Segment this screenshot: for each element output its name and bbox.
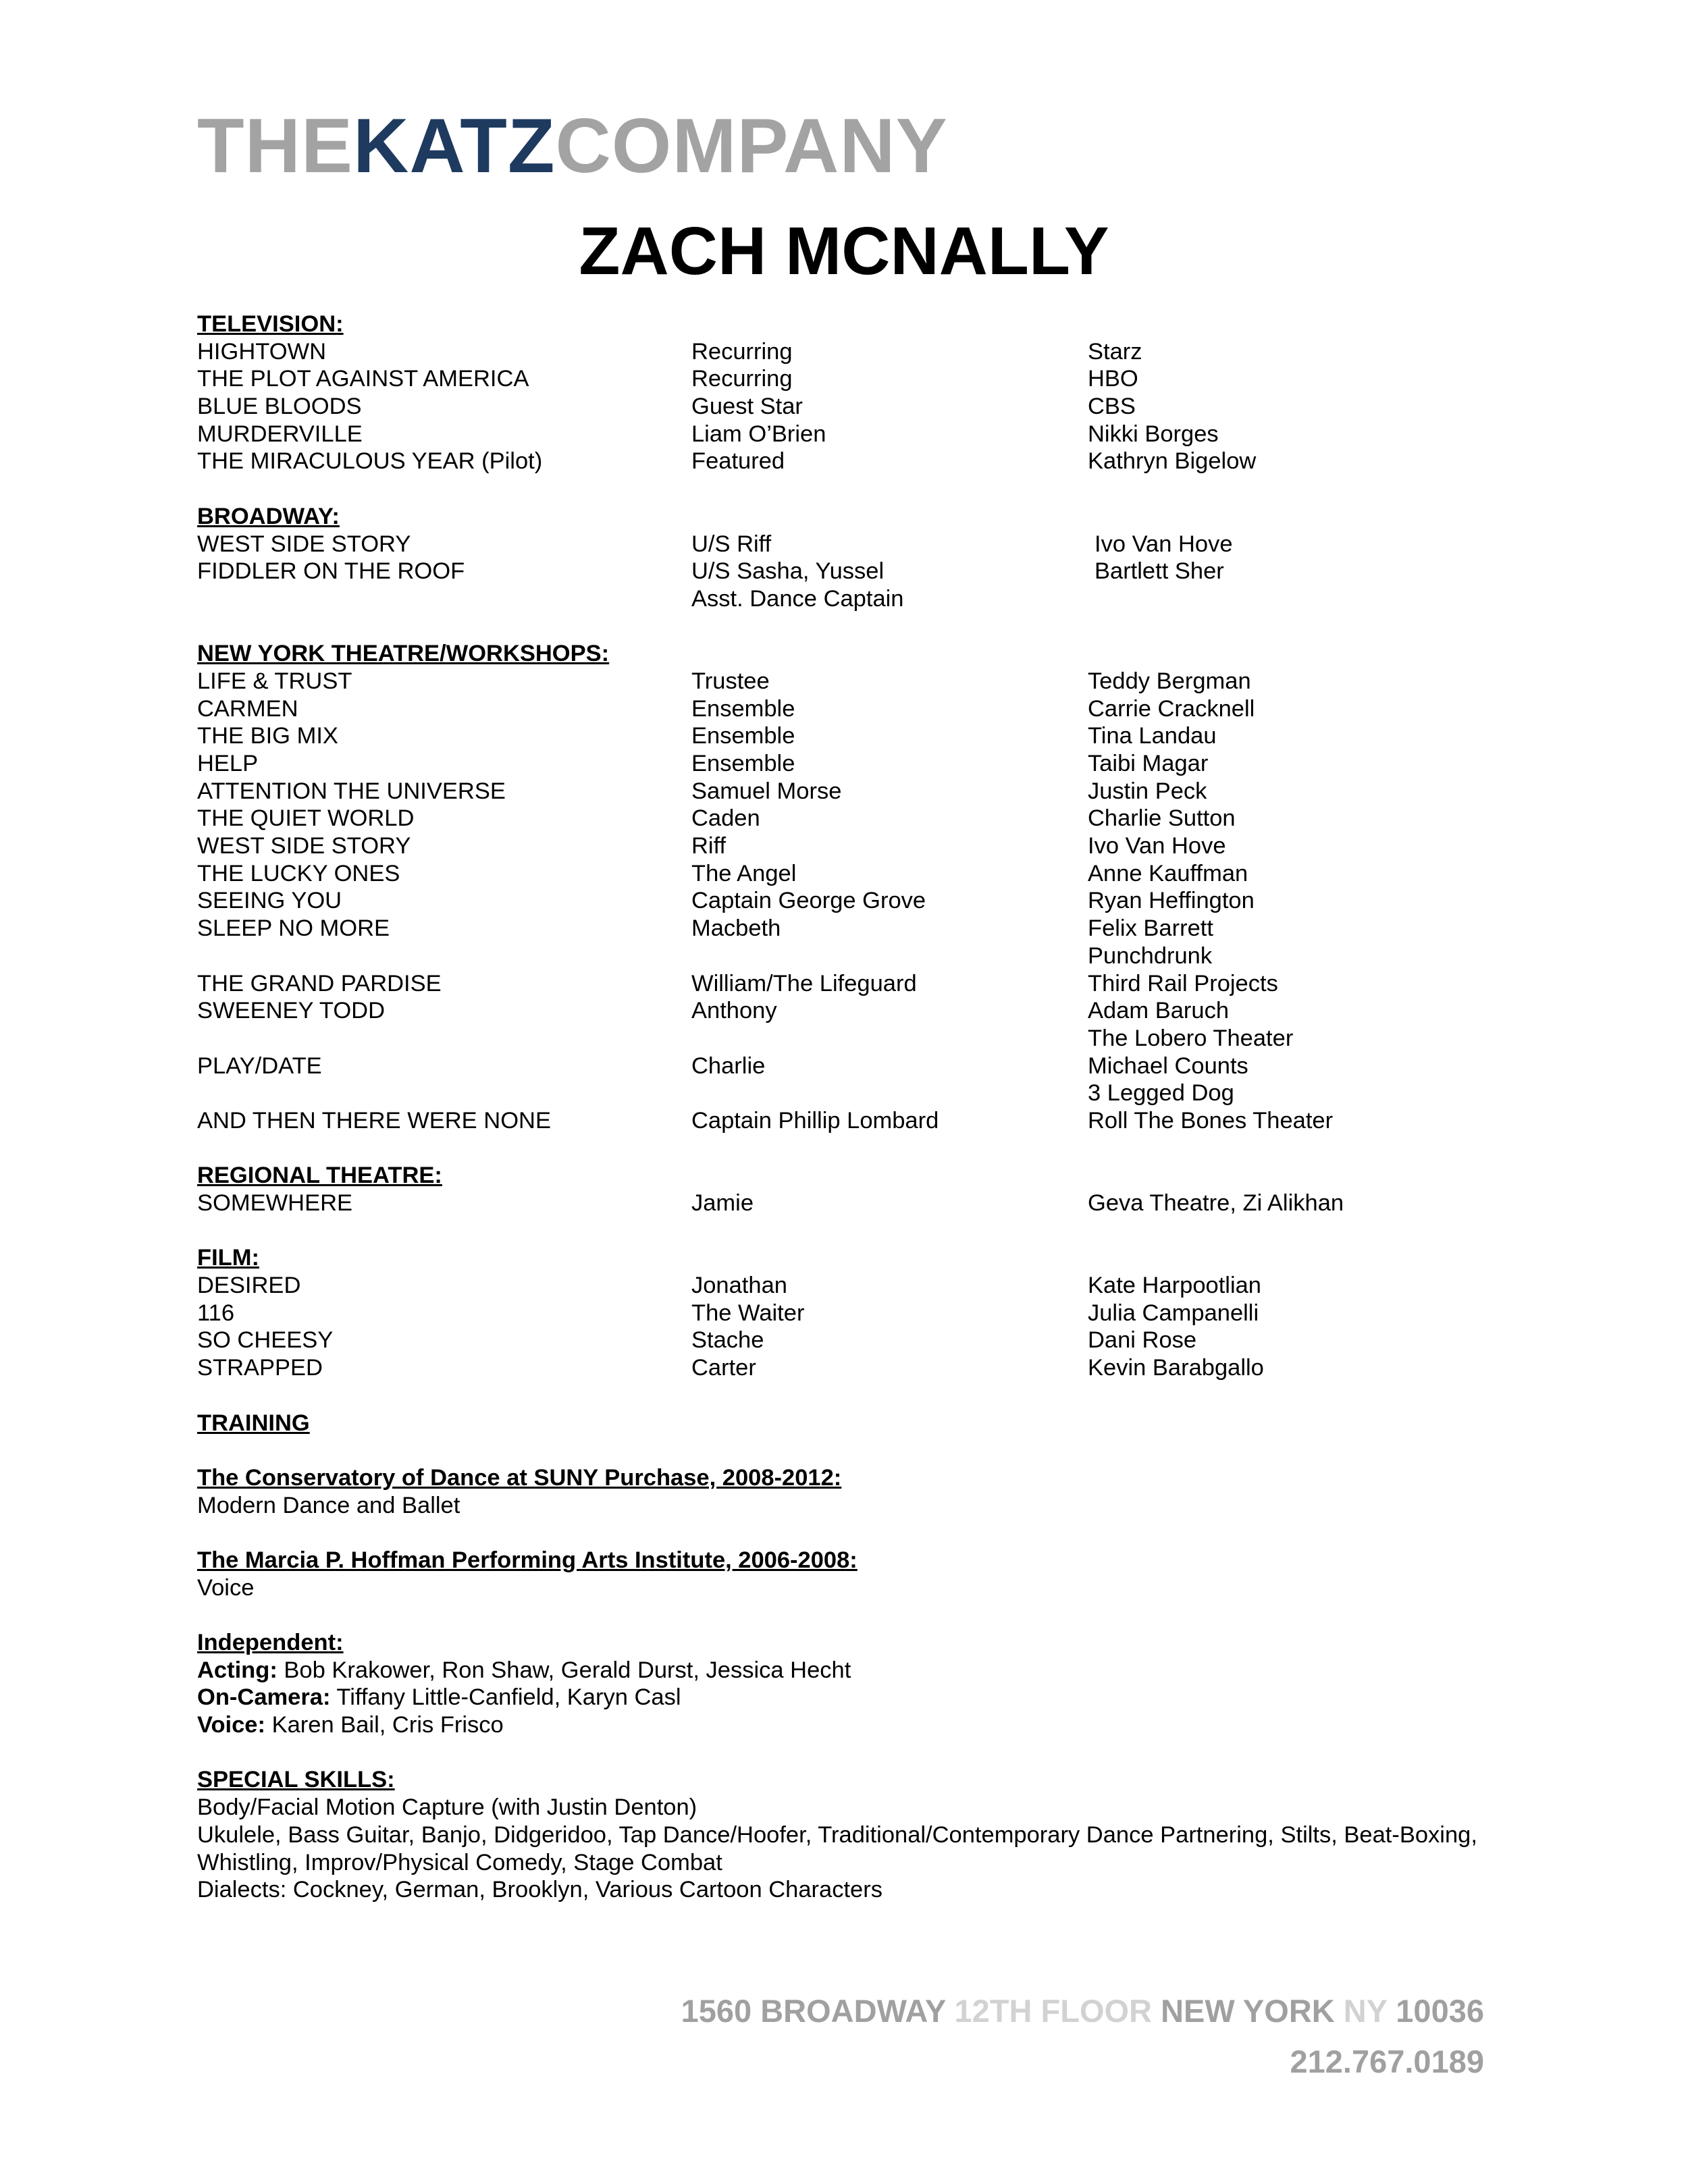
footer-state: NY [1343,1993,1388,2029]
credit-row [197,1300,1500,1327]
credit-title: WEST SIDE STORY [197,531,411,557]
credit-director: Dani Rose [1088,1327,1197,1354]
broadway-credits [197,531,1500,613]
credit-row [197,1080,1500,1107]
credit-title: AND THEN THERE WERE NONE [197,1107,551,1134]
training-independent-heading: Independent: [197,1630,344,1655]
credit-row [197,970,1500,998]
credit-row [197,915,1500,942]
logo-katz: KATZ [353,103,556,189]
credit-row [197,722,1500,750]
credit-title: DESIRED [197,1273,301,1299]
credit-director: Charlie Sutton [1088,805,1236,832]
credit-row [197,338,1500,366]
credit-title: SO CHEESY [197,1327,334,1354]
credit-director: Third Rail Projects [1088,970,1278,996]
credit-role [691,1025,1088,1053]
credit-role: Stache [691,1327,764,1354]
credit-role: Carter [691,1355,756,1381]
acting-label: Acting: [197,1657,278,1683]
training-oncamera [197,1684,1500,1711]
voice-value: Karen Bail, Cris Frisco [265,1712,504,1738]
skills-line: Body/Facial Motion Capture (with Justin Denton) [197,1794,697,1821]
credit-title: THE QUIET WORLD [197,805,415,832]
credit-director [1088,585,1094,613]
credit-title: FIDDLER ON THE ROOF [197,558,465,585]
credit-row [197,860,1500,888]
credit-title: THE LUCKY ONES [197,860,400,886]
section-heading-film: FILM: [197,1245,259,1271]
credit-title: CARMEN [197,695,298,722]
credit-row [197,778,1500,805]
training-purchase-heading: The Conservatory of Dance at SUNY Purchase, 2008-2012: [197,1464,842,1491]
credit-director: Nikki Borges [1088,421,1219,447]
credit-director: Punchdrunk [1088,942,1213,969]
section-heading-regional: REGIONAL THEATRE: [197,1163,442,1189]
credit-role: Liam O’Brien [691,421,826,447]
training-acting [197,1657,1500,1684]
credit-title: THE PLOT AGAINST AMERICA [197,366,529,392]
credit-title: SOMEWHERE [197,1190,353,1216]
credit-director: Anne Kauffman [1088,860,1248,886]
credit-title: WEST SIDE STORY [197,833,411,859]
credit-role: Jonathan [691,1273,787,1299]
credit-title: THE MIRACULOUS YEAR (Pilot) [197,448,543,475]
credit-row [197,997,1500,1025]
credit-role: Riff [691,833,727,859]
credit-row [197,668,1500,695]
credit-director: Starz [1088,338,1142,365]
credit-director: Ivo Van Hove [1094,531,1233,557]
credit-role: U/S Sasha, Yussel [691,558,885,585]
credit-row [197,421,1500,448]
credit-title: SLEEP NO MORE [197,915,390,942]
footer-phone: 212.767.0189 [1290,2044,1484,2079]
credit-director: Kevin Barabgallo [1088,1355,1264,1381]
skills-line: Ukulele, Bass Guitar, Banjo, Didgeridoo, Tap Dance/Hoofer, Traditional/Contemporary Dance Partnering, Stilts, Beat-Boxing, [197,1821,1477,1848]
credit-role: Captain George Grove [691,888,926,914]
credit-title: PLAY/DATE [197,1053,322,1079]
credit-director: Tina Landau [1088,723,1217,749]
credit-role: Ensemble [691,695,795,722]
section-heading-ny-theatre: NEW YORK THEATRE/WORKSHOPS: [197,641,610,667]
credit-role: Guest Star [691,394,803,420]
credit-role: Ensemble [691,723,795,749]
credit-row [197,805,1500,832]
credit-director: CBS [1088,394,1136,420]
credit-role: The Waiter [691,1300,805,1326]
credit-row [197,531,1500,558]
credit-title: SEEING YOU [197,888,342,914]
credit-row [197,365,1500,393]
footer-zip: 10036 [1396,1993,1484,2029]
credit-title [197,1080,691,1107]
credit-row [197,887,1500,915]
credit-row [197,1327,1500,1354]
credit-row [197,393,1500,421]
credit-role: U/S Riff [691,531,772,557]
credit-role: Recurring [691,366,793,392]
credit-title: THE BIG MIX [197,723,338,749]
logo-company: COMPANY [555,103,948,189]
credit-title: SWEENEY TODD [197,998,385,1024]
credit-title [197,585,691,613]
credit-title: STRAPPED [197,1355,323,1381]
credit-role: Samuel Morse [691,778,842,804]
training-purchase-detail: Modern Dance and Ballet [197,1492,460,1518]
film-credits [197,1272,1500,1382]
credit-row [197,558,1500,585]
credit-title: BLUE BLOODS [197,394,362,420]
credit-row [197,1025,1500,1053]
skills-line: Dialects: Cockney, German, Brooklyn, Various Cartoon Characters [197,1877,882,1903]
credit-role: Anthony [691,998,777,1024]
credit-title: ATTENTION THE UNIVERSE [197,778,506,804]
credit-director: Justin Peck [1088,778,1207,804]
credit-row [197,832,1500,860]
credit-role: Macbeth [691,915,781,942]
credit-role [691,1080,1088,1107]
footer-city: NEW YORK [1161,1993,1335,2029]
credit-role: William/The Lifeguard [691,970,917,996]
footer-floor: 12TH FLOOR [954,1993,1152,2029]
training-hoffman-detail: Voice [197,1574,255,1601]
credit-role: The Angel [691,860,797,886]
section-heading-skills: SPECIAL SKILLS: [197,1767,395,1793]
credit-row [197,695,1500,723]
credit-role: Asst. Dance Captain [691,585,904,612]
oncamera-value: Tiffany Little-Canfield, Karyn Casl [330,1684,681,1711]
credit-role: Trustee [691,668,770,694]
credit-title: HELP [197,751,259,776]
credit-director: Bartlett Sher [1094,558,1224,585]
credit-director: Felix Barrett [1088,915,1213,942]
actor-name: ZACH MCNALLY [579,213,1109,289]
credit-role: Ensemble [691,751,795,776]
credit-role: Jamie [691,1190,754,1216]
credit-title: MURDERVILLE [197,421,363,447]
credit-director: Roll The Bones Theater [1088,1107,1334,1134]
credit-director: Kate Harpootlian [1088,1273,1261,1299]
credit-title: HIGHTOWN [197,338,327,365]
section-heading-television: TELEVISION: [197,311,344,337]
credit-title [197,1025,691,1053]
regional-credits [197,1190,1500,1217]
acting-value: Bob Krakower, Ron Shaw, Gerald Durst, Jessica Hecht [277,1657,851,1683]
credit-title: LIFE & TRUST [197,668,352,694]
skills-line: Whistling, Improv/Physical Comedy, Stage Combat [197,1849,722,1875]
credit-director: Carrie Cracknell [1088,695,1255,722]
credit-director: HBO [1088,366,1138,392]
footer-street: 1560 BROADWAY [681,1993,946,2029]
credit-role: Featured [691,448,785,475]
oncamera-label: On-Camera: [197,1684,331,1711]
resume-body [197,311,1500,1904]
television-credits [197,338,1500,475]
credit-director: Adam Baruch [1088,998,1230,1024]
logo-the: THE [197,103,353,189]
training-hoffman-heading: The Marcia P. Hoffman Performing Arts Institute, 2006-2008: [197,1547,858,1573]
credit-director: Michael Counts [1088,1053,1248,1079]
credit-director: Teddy Bergman [1088,668,1251,694]
credit-director: The Lobero Theater [1088,1025,1294,1051]
credit-row [197,585,1500,613]
credit-row [197,750,1500,778]
credit-director: 3 Legged Dog [1088,1080,1234,1107]
credit-row [197,1107,1500,1135]
credit-role [691,942,1088,970]
ny-theatre-credits [197,668,1500,1135]
credit-title: 116 [197,1300,235,1326]
credit-row [197,942,1500,970]
credit-director: Geva Theatre, Zi Alikhan [1088,1190,1344,1216]
company-logo [197,103,948,189]
credit-role: Captain Phillip Lombard [691,1107,939,1134]
credit-role: Charlie [691,1053,766,1079]
credit-title [197,942,691,970]
training-voice [197,1711,1500,1739]
credit-row [197,1190,1500,1217]
credit-director: Kathryn Bigelow [1088,448,1257,475]
credit-director: Ryan Heffington [1088,888,1255,914]
credit-row [197,1053,1500,1080]
credit-director: Julia Campanelli [1088,1300,1259,1326]
credit-row [197,1354,1500,1382]
section-heading-broadway: BROADWAY: [197,503,340,529]
section-heading-training: TRAINING [197,1410,310,1436]
credit-director: Taibi Magar [1088,751,1209,776]
credit-row [197,448,1500,475]
credit-row [197,1272,1500,1300]
credit-role: Recurring [691,338,793,365]
voice-label: Voice: [197,1712,265,1738]
credit-role: Caden [691,805,760,832]
credit-director: Ivo Van Hove [1088,833,1226,859]
footer-address [681,1995,1484,2027]
credit-title: THE GRAND PARDISE [197,970,442,996]
